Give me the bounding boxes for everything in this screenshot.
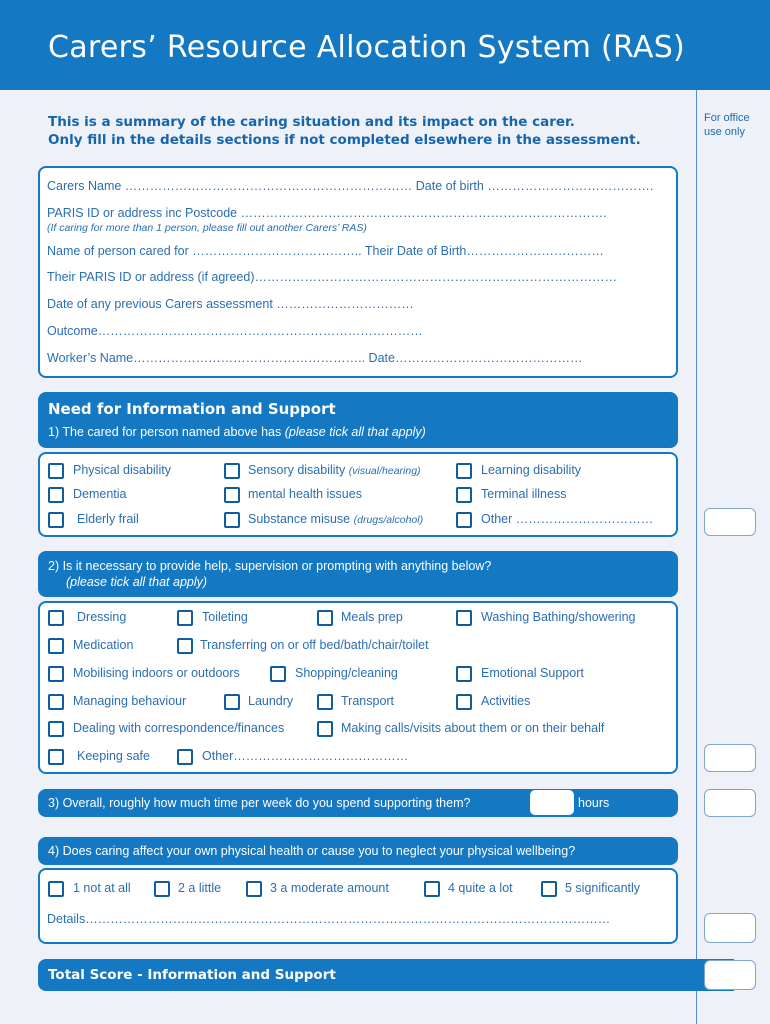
option-label: Emotional Support: [481, 666, 584, 680]
option-label: Terminal illness: [481, 487, 567, 501]
checkbox-shopping[interactable]: [270, 666, 286, 682]
radio-quite-a-lot[interactable]: [424, 881, 440, 897]
option-label: Transferring on or off bed/bath/chair/toilet: [200, 638, 429, 652]
checkbox-physical-disability[interactable]: [48, 463, 64, 479]
total-score-label: Total Score - Information and Support: [48, 967, 336, 983]
section4-question: 4) Does caring affect your own physical health or cause you to neglect your physical wellbeing?: [48, 844, 576, 858]
their-paris-field[interactable]: Their PARIS ID or address (if agreed)……………………………………………………………………………: [47, 270, 617, 284]
checkbox-mental-health[interactable]: [224, 487, 240, 503]
paris-id-field[interactable]: PARIS ID or address inc Postcode …………………………………………………………………………….: [47, 206, 607, 220]
option-label: 1 not at all: [73, 881, 131, 895]
checkbox-transferring[interactable]: [177, 638, 193, 654]
option-label: Laundry: [248, 694, 294, 708]
option-label: 5 significantly: [565, 881, 641, 895]
section3-unit: hours: [578, 796, 610, 810]
checkbox-managing-behaviour[interactable]: [48, 694, 64, 710]
intro-line1: This is a summary of the caring situation and its impact on the carer.: [48, 114, 575, 130]
option-label: 3 a moderate amount: [270, 881, 389, 895]
option-label: mental health issues: [248, 487, 362, 501]
checkbox-medication[interactable]: [48, 638, 64, 654]
section1-question: [48, 425, 426, 439]
option-label: Keeping safe: [77, 749, 150, 763]
checkbox-sensory-disability[interactable]: [224, 463, 240, 479]
option-label: Meals prep: [341, 610, 403, 624]
section3-bar: [38, 789, 678, 817]
option-label: 4 quite a lot: [448, 881, 513, 895]
section3-question: 3) Overall, roughly how much time per week do you spend supporting them?: [48, 796, 471, 810]
option-label: Medication: [73, 638, 134, 652]
header-banner: [0, 0, 770, 90]
option-label: Learning disability: [481, 463, 582, 477]
office-use-line1: For office: [704, 112, 750, 124]
page-title: Carers’ Resource Allocation System (RAS): [48, 30, 686, 65]
section2-question: 2) Is it necessary to provide help, supervision or prompting with anything below?: [48, 559, 492, 573]
intro-line2: Only fill in the details sections if not completed elsewhere in the assessment.: [48, 132, 641, 148]
checkbox-transport[interactable]: [317, 694, 333, 710]
office-score-box-1[interactable]: [704, 508, 756, 536]
radio-significantly[interactable]: [541, 881, 557, 897]
section1-question-text: 1) The cared for person named above has: [48, 425, 282, 439]
option-label: Activities: [481, 694, 531, 708]
checkbox-elderly-frail[interactable]: [48, 512, 64, 528]
office-column-divider: [696, 90, 697, 1024]
total-score-bar: [38, 959, 734, 991]
total-score-box[interactable]: [704, 960, 756, 990]
checkbox-toileting[interactable]: [177, 610, 193, 626]
hours-input[interactable]: [530, 790, 574, 815]
previous-assessment-field[interactable]: Date of any previous Carers assessment ……………………………: [47, 297, 414, 311]
checkbox-washing[interactable]: [456, 610, 472, 626]
checkbox-learning-disability[interactable]: [456, 463, 472, 479]
checkbox-terminal-illness[interactable]: [456, 487, 472, 503]
office-score-box-4[interactable]: [704, 913, 756, 943]
radio-a-little[interactable]: [154, 881, 170, 897]
carers-name-field[interactable]: Carers Name …………………………………………………………… Date of birth ………………………………….: [47, 179, 654, 193]
checkbox-correspondence[interactable]: [48, 721, 64, 737]
option-label: Other ……………………………: [481, 512, 654, 526]
option-label: [248, 463, 421, 477]
intro-text: [48, 113, 641, 149]
checkbox-activities[interactable]: [456, 694, 472, 710]
worker-name-field[interactable]: Worker’s Name……………………………………………….. Date………………………………………: [47, 351, 583, 365]
section1-header: [38, 392, 678, 448]
section4-panel: [38, 868, 678, 944]
option-label: Transport: [341, 694, 395, 708]
option-label: Managing behaviour: [73, 694, 187, 708]
option-label: Shopping/cleaning: [295, 666, 398, 680]
section2-question-hint: (please tick all that apply): [66, 575, 208, 589]
outcome-field[interactable]: Outcome……………………………………………………………………: [47, 324, 423, 338]
option-label: 2 a little: [178, 881, 222, 895]
details-field[interactable]: Details………………………………………………………………………………………………………………: [47, 912, 611, 926]
checkbox-other-help[interactable]: [177, 749, 193, 765]
option-label: Making calls/visits about them or on their behalf: [341, 721, 605, 735]
cared-for-field[interactable]: Name of person cared for ………………………………….. Their Date of Birth……………………………: [47, 244, 604, 258]
checkbox-keeping-safe[interactable]: [48, 749, 64, 765]
section1-question-hint: (please tick all that apply): [284, 425, 426, 439]
checkbox-emotional-support[interactable]: [456, 666, 472, 682]
section1-title: Need for Information and Support: [48, 400, 336, 418]
checkbox-meals-prep[interactable]: [317, 610, 333, 626]
option-label: Dressing: [77, 610, 127, 624]
office-use-label: [704, 111, 750, 139]
checkbox-other[interactable]: [456, 512, 472, 528]
checkbox-mobilising[interactable]: [48, 666, 64, 682]
option-hint: (drugs/alcohol): [353, 514, 424, 526]
option-label: Dementia: [73, 487, 127, 501]
checkbox-laundry[interactable]: [224, 694, 240, 710]
option-hint: (visual/hearing): [348, 465, 421, 477]
checkbox-substance-misuse[interactable]: [224, 512, 240, 528]
option-label: Physical disability: [73, 463, 171, 477]
radio-not-at-all[interactable]: [48, 881, 64, 897]
option-label: Elderly frail: [77, 512, 139, 526]
option-label: Dealing with correspondence/finances: [73, 721, 285, 735]
option-label-text: Substance misuse: [248, 512, 351, 526]
radio-moderate[interactable]: [246, 881, 262, 897]
option-label: Other……………………………………: [202, 749, 409, 763]
checkbox-dementia[interactable]: [48, 487, 64, 503]
option-label: Mobilising indoors or outdoors: [73, 666, 240, 680]
option-label-text: Sensory disability: [248, 463, 346, 477]
office-use-line2: use only: [704, 126, 745, 138]
option-label: Washing Bathing/showering: [481, 610, 636, 624]
paris-note: (If caring for more than 1 person, please fill out another Carers’ RAS): [47, 222, 367, 234]
office-score-box-2[interactable]: [704, 744, 756, 772]
checkbox-making-calls[interactable]: [317, 721, 333, 737]
section4-bar: [38, 837, 678, 865]
checkbox-dressing[interactable]: [48, 610, 64, 626]
office-score-box-3[interactable]: [704, 789, 756, 817]
option-label: Toileting: [202, 610, 248, 624]
option-label: [248, 512, 423, 526]
section2-header: [38, 551, 678, 597]
